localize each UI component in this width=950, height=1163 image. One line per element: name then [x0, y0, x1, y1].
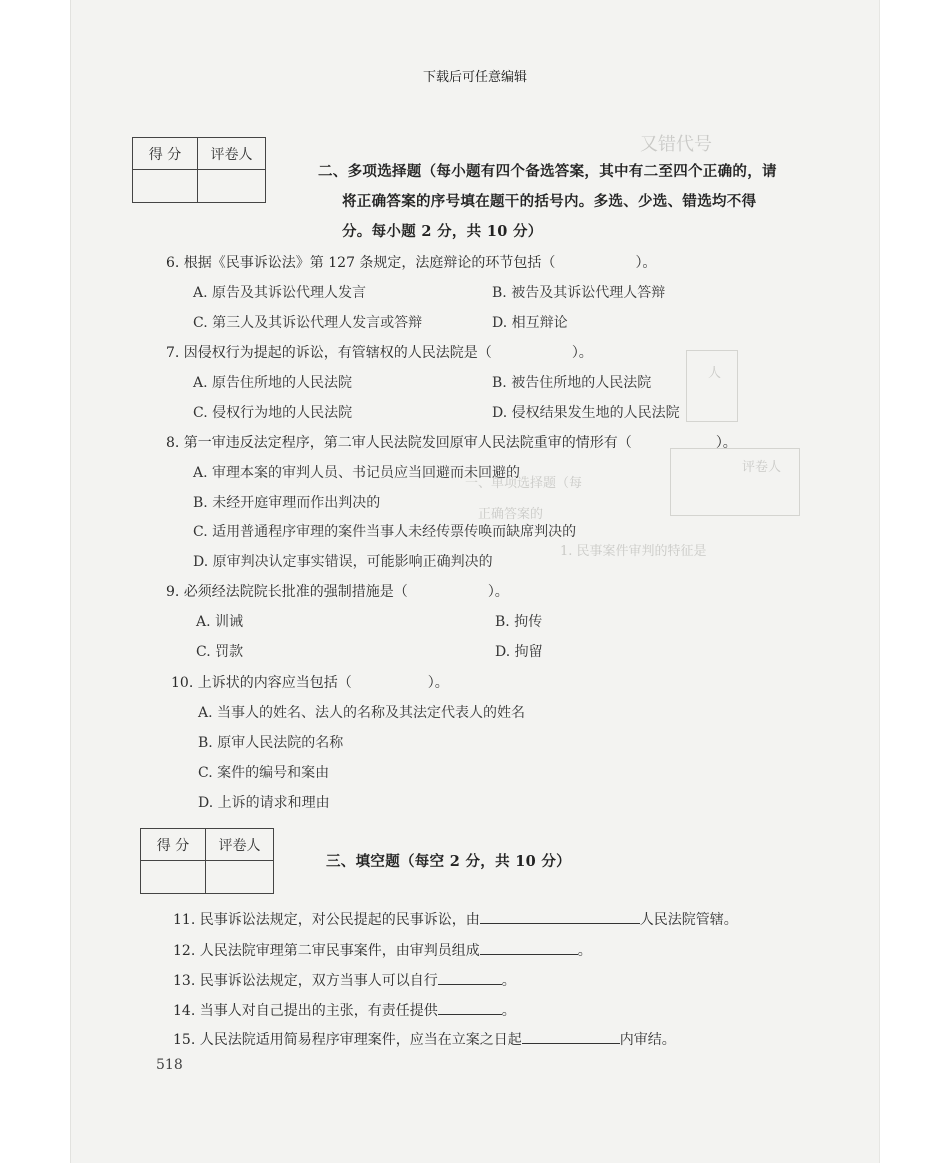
option: C. 案件的编号和案由 [198, 765, 330, 781]
option: D. 原审判决认定事实错误，可能影响正确判决的 [193, 554, 493, 570]
answer-blank[interactable] [555, 253, 635, 267]
question-stem: 11. 民事诉讼法规定，对公民提起的民事诉讼，由 [173, 912, 480, 928]
option: D. 上诉的请求和理由 [198, 795, 330, 811]
score-label: 得 分 [141, 829, 206, 861]
question-stem: 7. 因侵权行为提起的诉讼，有管辖权的人民法院是（ [166, 345, 492, 361]
score-box [140, 828, 274, 894]
option: C. 罚款 [196, 644, 244, 660]
answer-blank[interactable] [632, 433, 716, 447]
option: B. 原审人民法院的名称 [198, 735, 344, 751]
option: A. 原告及其诉讼代理人发言 [193, 285, 367, 301]
answer-blank[interactable] [352, 673, 428, 687]
page-number: 518 [156, 1057, 183, 1073]
fill-blank[interactable] [438, 970, 502, 985]
score-cell[interactable] [141, 861, 206, 894]
fill-blank[interactable] [522, 1029, 620, 1044]
question-10 [171, 672, 449, 692]
question-8 [166, 432, 737, 452]
grader-cell[interactable] [206, 861, 274, 894]
question-stem: 12. 人民法院审理第二审民事案件，由审判员组成 [173, 943, 480, 959]
option: A. 训诫 [196, 614, 244, 630]
section-title: 三、填空题（每空 2 分，共 10 分） [326, 853, 571, 870]
option: A. 原告住所地的人民法院 [193, 375, 353, 391]
question-6 [166, 252, 656, 272]
question-tail: 。 [501, 1003, 516, 1019]
fill-question-11 [173, 909, 738, 929]
bleed-through-text: 正确答案的 [478, 507, 544, 522]
grader-label: 评卷人 [198, 138, 266, 170]
question-close: ）。 [487, 584, 509, 600]
question-close: ）。 [571, 345, 593, 361]
score-cell[interactable] [133, 170, 198, 203]
fill-question-13 [173, 970, 516, 990]
bleed-through-text: 评卷人 [742, 460, 782, 475]
option: D. 相互辩论 [492, 315, 568, 331]
question-close: ）。 [427, 675, 449, 691]
bleed-through-text: 人 [708, 366, 722, 381]
question-stem: 6. 根据《民事诉讼法》第 127 条规定，法庭辩论的环节包括（ [166, 255, 556, 271]
question-stem: 13. 民事诉讼法规定，双方当事人可以自行 [173, 973, 438, 989]
option: D. 拘留 [495, 644, 543, 660]
fill-question-14 [173, 1000, 516, 1020]
header-note: 下载后可任意编辑 [422, 70, 527, 85]
grader-label: 评卷人 [206, 829, 274, 861]
question-stem: 8. 第一审违反法定程序，第二审人民法院发回原审人民法院重审的情形有（ [166, 435, 632, 451]
question-tail: 。 [577, 943, 592, 959]
option: B. 被告住所地的人民法院 [492, 375, 652, 391]
question-7 [166, 342, 593, 362]
option: C. 侵权行为地的人民法院 [193, 405, 353, 421]
option: D. 侵权结果发生地的人民法院 [492, 405, 680, 421]
question-stem: 15. 人民法院适用简易程序审理案件，应当在立案之日起 [173, 1032, 522, 1048]
fill-blank[interactable] [480, 909, 640, 924]
bleed-through-box [686, 350, 738, 422]
question-close: ）。 [635, 255, 657, 271]
question-stem: 14. 当事人对自己提出的主张，有责任提供 [173, 1003, 438, 1019]
question-tail: 人民法院管辖。 [639, 912, 738, 928]
option: C. 第三人及其诉讼代理人发言或答辩 [193, 315, 423, 331]
section-title: 二、多项选择题（每小题有四个备选答案，其中有二至四个正确的，请 [318, 163, 777, 180]
option: B. 未经开庭审理而作出判决的 [193, 495, 381, 511]
score-box [132, 137, 266, 203]
fill-question-15 [173, 1029, 676, 1049]
grader-cell[interactable] [198, 170, 266, 203]
question-tail: 。 [501, 973, 516, 989]
fill-question-12 [173, 940, 592, 960]
answer-blank[interactable] [408, 582, 488, 596]
fill-blank[interactable] [480, 940, 578, 955]
bleed-through-text: 一、单项选择题（每 [465, 476, 583, 491]
question-stem: 10. 上诉状的内容应当包括（ [171, 675, 352, 691]
option: B. 拘传 [495, 614, 543, 630]
section-title: 将正确答案的序号填在题干的括号内。多选、少选、错选均不得 [342, 193, 757, 210]
answer-blank[interactable] [492, 343, 572, 357]
option: C. 适用普通程序审理的案件当事人未经传票传唤而缺席判决的 [193, 524, 577, 540]
option: B. 被告及其诉讼代理人答辩 [492, 285, 666, 301]
question-9 [166, 581, 509, 601]
question-close: ）。 [715, 435, 737, 451]
option: A. 当事人的姓名、法人的名称及其法定代表人的姓名 [198, 705, 526, 721]
question-stem: 9. 必须经法院院长批准的强制措施是（ [166, 584, 408, 600]
option: A. 审理本案的审判人员、书记员应当回避而未回避的 [193, 465, 521, 481]
score-label: 得 分 [133, 138, 198, 170]
question-tail: 内审结。 [619, 1032, 676, 1048]
bleed-through-text: 又错代号 [640, 134, 712, 155]
fill-blank[interactable] [438, 1000, 502, 1015]
section-title: 分。每小题 2 分，共 10 分） [342, 223, 543, 240]
bleed-through-text: 1. 民事案件审判的特征是 [560, 544, 707, 559]
